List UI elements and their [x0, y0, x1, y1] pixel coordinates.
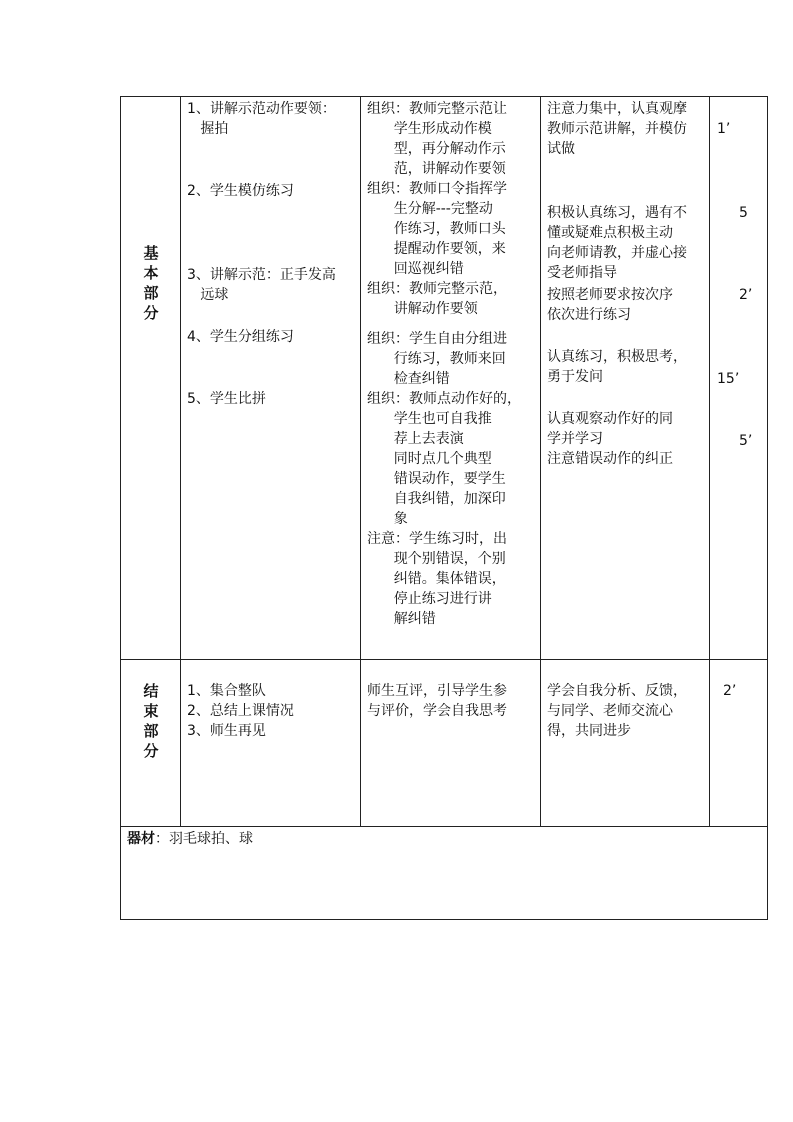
content-item [187, 389, 266, 409]
content-line: 1、集合整队 [187, 683, 266, 699]
equipment-text: ：羽毛球拍、球 [155, 831, 253, 847]
teacher-line: 组织：教师完整示范让 [367, 101, 507, 117]
teacher-line: 学生也可自我推 [367, 411, 492, 427]
teacher-line: 解纠错 [367, 611, 436, 627]
content-line: 3、讲解示范：正手发高 [187, 267, 336, 283]
student-line: 试做 [547, 141, 575, 157]
teacher-line: 回巡视纠错 [367, 261, 464, 277]
column-divider [540, 97, 541, 827]
column-divider [180, 97, 181, 827]
teacher-line: 同时点几个典型 [367, 451, 492, 467]
teacher-line: 提醒动作要领，来 [367, 241, 506, 257]
teacher-line: 组织：教师完整示范， [367, 281, 507, 297]
student-item [547, 409, 673, 469]
column-divider [360, 97, 361, 827]
content-line: 2、总结上课情况 [187, 703, 294, 719]
content-item [187, 265, 336, 305]
student-item [547, 285, 673, 325]
content-line: 5、学生比拼 [187, 391, 266, 407]
student-line: 依次进行练习 [547, 307, 631, 323]
student-line: 懂或疑难点积极主动 [547, 225, 673, 241]
teacher-line: 荐上去表演 [367, 431, 464, 447]
time-value: 5’ [739, 433, 753, 449]
content-item [187, 181, 294, 201]
time-value: 15’ [717, 371, 740, 387]
teacher-line: 型，再分解动作示 [367, 141, 506, 157]
teacher-line: 师生互评，引导学生参 [367, 683, 507, 699]
teacher-line: 行练习，教师来回 [367, 351, 506, 367]
time-value: 2’ [723, 683, 737, 699]
content-item [187, 327, 294, 347]
section-char: 部 [143, 722, 159, 740]
time-value: 1’ [717, 121, 731, 137]
teacher-line: 自我纠错，加深印 [367, 491, 506, 507]
student-line: 认真观察动作好的同 [547, 411, 673, 427]
teacher-line: 注意：学生练习时，出 [367, 531, 507, 547]
student-line: 学会自我分析、反馈， [547, 683, 687, 699]
student-line: 学并学习 [547, 431, 603, 447]
basic-teacher-column [367, 99, 521, 629]
teacher-line: 组织：教师口令指挥学 [367, 181, 507, 197]
teacher-line: 检查纠错 [367, 371, 450, 387]
student-line: 得，共同进步 [547, 723, 631, 739]
student-line: 向老师请教，并虚心接 [547, 245, 687, 261]
student-item [547, 99, 687, 159]
section-char: 结 [143, 682, 159, 700]
content-item [187, 99, 336, 139]
teacher-line: 讲解动作要领 [367, 301, 478, 317]
teacher-line: 纠错。集体错误， [367, 571, 506, 587]
content-line: 远球 [187, 287, 229, 303]
section-char: 本 [143, 264, 159, 282]
teacher-line: 与评价，学会自我思考 [367, 703, 507, 719]
content-line: 握拍 [187, 121, 229, 137]
end-teacher-column [367, 681, 507, 721]
student-line: 受老师指导 [547, 265, 617, 281]
teacher-line: 生分解---完整动 [367, 201, 493, 217]
teacher-line: 停止练习进行讲 [367, 591, 492, 607]
student-line: 教师示范讲解，并模仿 [547, 121, 687, 137]
student-line: 认真练习，积极思考， [547, 349, 687, 365]
time-value: 2’ [739, 287, 753, 303]
lesson-table [120, 96, 768, 920]
student-line: 注意错误动作的纠正 [547, 451, 673, 467]
teacher-line: 范，讲解动作要领 [367, 161, 506, 177]
teacher-line: 现个别错误，个别 [367, 551, 506, 567]
teacher-line: 错误动作，要学生 [367, 471, 506, 487]
section-char: 分 [143, 304, 159, 322]
teacher-line: 组织：学生自由分组进 [367, 331, 507, 347]
teacher-line: 作练习，教师口头 [367, 221, 506, 237]
section-char: 分 [143, 742, 159, 760]
end-student-column [547, 681, 687, 741]
student-line: 按照老师要求按次序 [547, 287, 673, 303]
section-char: 基 [143, 244, 159, 262]
student-item [547, 347, 687, 387]
equipment-row [127, 828, 253, 849]
section-basic-label [141, 243, 161, 323]
content-line: 2、学生模仿练习 [187, 183, 294, 199]
student-item [547, 203, 687, 283]
section-end-label [141, 681, 161, 761]
teacher-line: 学生形成动作模 [367, 121, 492, 137]
column-divider [709, 97, 710, 827]
content-line: 3、师生再见 [187, 723, 266, 739]
end-content-column [187, 681, 294, 741]
row-divider [121, 826, 767, 827]
time-value: 5 [739, 205, 748, 221]
student-line: 勇于发问 [547, 369, 603, 385]
section-char: 束 [143, 702, 159, 720]
teacher-line: 组织：教师点动作好的， [367, 391, 521, 407]
student-line: 与同学、老师交流心 [547, 703, 673, 719]
student-line: 积极认真练习，遇有不 [547, 205, 687, 221]
content-line: 1、讲解示范动作要领： [187, 101, 336, 117]
equipment-label: 器材 [127, 831, 155, 847]
student-line: 注意力集中，认真观摩 [547, 101, 687, 117]
content-line: 4、学生分组练习 [187, 329, 294, 345]
row-divider [121, 659, 767, 660]
teacher-line: 象 [367, 511, 408, 527]
section-char: 部 [143, 284, 159, 302]
